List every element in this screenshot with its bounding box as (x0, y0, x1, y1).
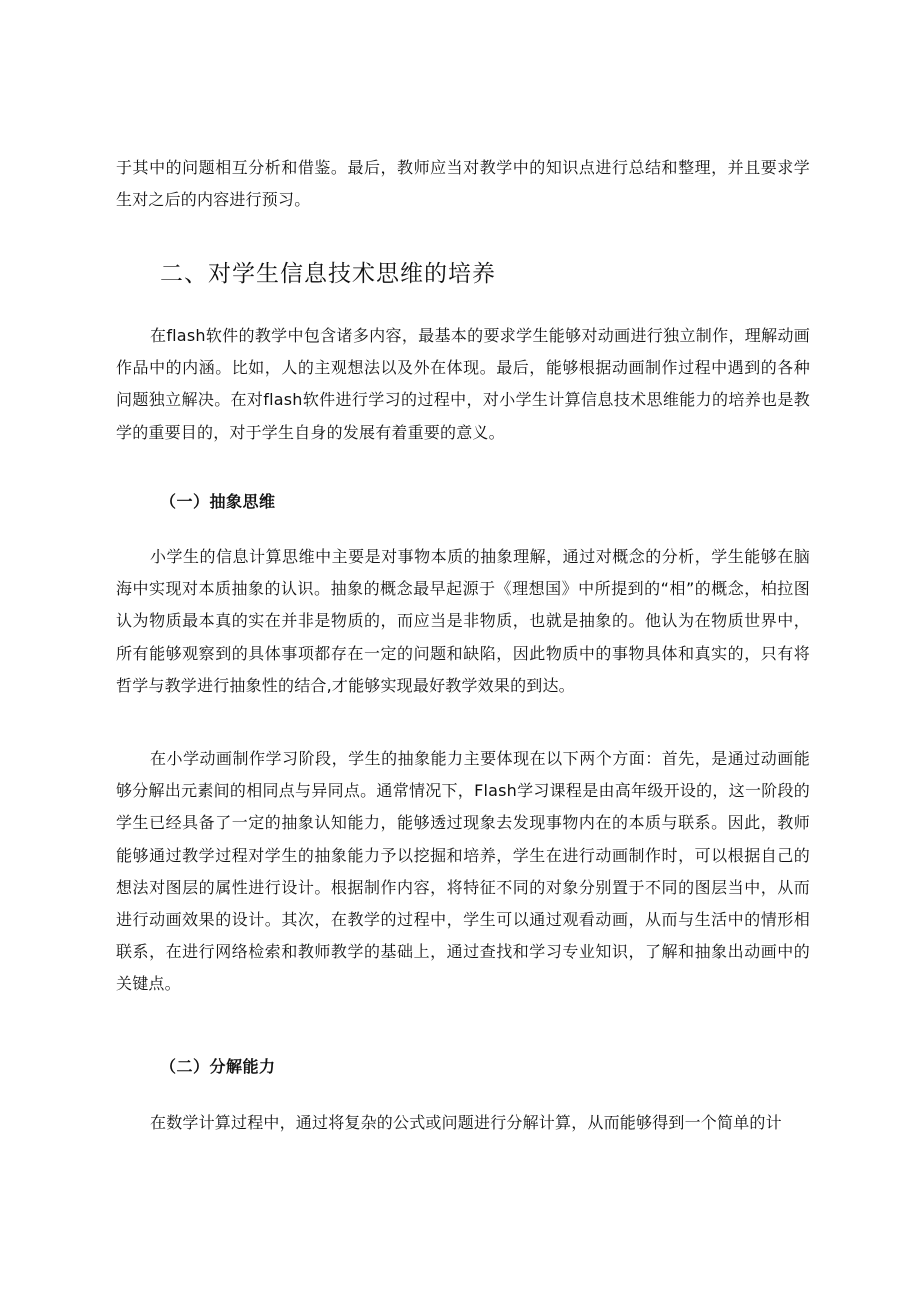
subsection-heading-abstract: （一）抽象思维 (160, 492, 276, 511)
paragraph-abstract-2: 在小学动画制作学习阶段，学生的抽象能力主要体现在以下两个方面：首先，是通过动画能够分解出元素间的相同点与异同点。通常情况下，Flash学习课程是由高年级开设的，这一阶段的学生已经具备了一定的抽象认知能力，能够透过现象去发现事物内在的本质与联系。因此，教师能够通过教学过程对学生的抽象能力予以挖掘和培养，学生在进行动画制作时，可以根据自己的想法对图层的属性进行设计。根据制作内容，将特征不同的对象分别置于不同的图层当中，从而进行动画效果的设计。其次，在教学的过程中，学生可以通过观看动画，从而与生活中的情形相联系，在进行网络检索和教师教学的基础上，通过查找和学习专业知识，了解和抽象出动画中的关键点。 (116, 749, 810, 994)
paragraph-decompose: 在数学计算过程中，通过将复杂的公式或问题进行分解计算，从而能够得到一个简单的计 (150, 1113, 782, 1132)
section-heading: 二、对学生信息技术思维的培养 (160, 261, 496, 287)
subsection-heading-decompose: （二）分解能力 (160, 1057, 276, 1076)
paragraph-continuation: 于其中的问题相互分析和借鉴。最后，教师应当对教学中的知识点进行总结和整理，并且要求学生对之后的内容进行预习。 (116, 158, 810, 210)
paragraph-intro: 在flash软件的教学中包含诸多内容，最基本的要求学生能够对动画进行独立制作，理解动画作品中的内涵。比如，人的主观想法以及外在体现。最后，能够根据动画制作过程中遇到的各种问题独立解决。在对flash软件进行学习的过程中，对小学生计算信息技术思维能力的培养也是教学的重要目的，对于学生自身的发展有着重要的意义。 (116, 326, 810, 442)
paragraph-abstract-1: 小学生的信息计算思维中主要是对事物本质的抽象理解，通过对概念的分析，学生能够在脑海中实现对本质抽象的认识。抽象的概念最早起源于《理想国》中所提到的“相”的概念，柏拉图认为物质最本真的实在并非是物质的，而应当是非物质，也就是抽象的。他认为在物质世界中，所有能够观察到的具体事项都存在一定的问题和缺陷，因此物质中的事物具体和真实的，只有将哲学与教学进行抽象性的结合,才能够实现最好教学效果的到达。 (116, 547, 810, 695)
